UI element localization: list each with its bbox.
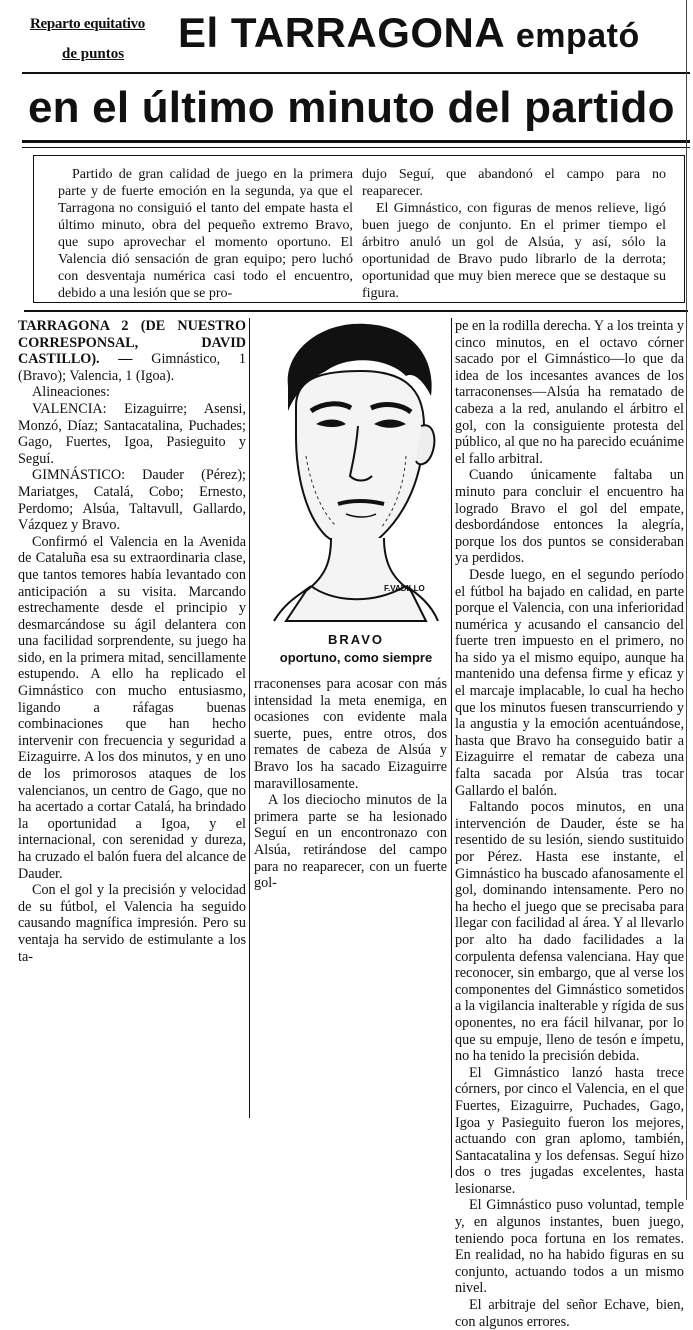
article-paragraph: A los dieciocho minutos de la primera parte se ha lesionado Seguí en un encontronazo con Alsúa, retirándose del campo para no reaparecer, con un fuerte gol- — [254, 792, 447, 892]
article-paragraph: El arbitraje del señor Echave, bien, con algunos errores. — [455, 1297, 684, 1330]
article-paragraph: pe en la rodilla derecha. Y a los treinta y cinco minutos, en el octavo córner sacado por el Gimnástico—lo que da idea de los incesantes avances de los tarraconenses—Alsúa ha rematado de cabeza a la red, anulando el árbitro el gol, con la consiguiente protesta del público, al que no ha parecido ecuánime el fallo arbitral. — [455, 318, 685, 467]
summary-paragraph: El Gimnástico, con figuras de menos relieve, ligó buen juego de conjunto. En el primer tiempo el árbitro anuló un gol de Alsúa, y así, sólo la oportunidad de Bravo pudo librarlo de la derrota; oportunidad que muy bien merece que se destaque su figura. — [362, 201, 666, 301]
headline-divider-thin — [22, 147, 690, 148]
score-line: Gimnástico, 1 (Bravo); Valencia, 1 (Igoa). — [18, 351, 246, 384]
article-paragraph: Desde luego, en el segundo período el fútbol ha bajado en calidad, en parte porque el Valencia, con una inferioridad numérica y acusando el cansancio del fuerte tren impuesto en el primero, no ha sido ya el mismo equipo, aunque ha mantenido una defensa firme y eficaz y el marcaje implacable, lo cual ha hecho que los minutos fuesen transcurriendo y la angustia y la emoción acentuándose, hasta que Bravo ha conseguido batir a Eizaguirre el rematar de cabeza una falta sacada por Alsúa tras tocar Gallardo el balón. — [455, 566, 684, 799]
lineup-gimnastico: GIMNÁSTICO: Dauder (Pérez); Mariatges, Catalá, Cobo; Ernesto, Perdomo; Alsúa, Taltavull, Gallardo, Vázquez y Bravo. — [18, 467, 246, 534]
photo-caption-text: oportuno, como siempre — [279, 650, 433, 665]
article-paragraph: Confirmó el Valencia en la Avenida de Cataluña esa su extraordinaria clase, que tantos temores había levantado con anticipación a su visita. Marcando estrechamente desde el principio y desmarcándose su ágil delantera con una facilidad sorprendente, su juego ha sido, en la primera mitad, sencillamente estupendo. A ello ha replicado el Gimnástico con mucho entusiasmo, ligando a ráfagas buenas combinaciones que han hecho intervenir con frecuencia y seguridad a Eizaguirre. A los dos minutos, y en uno de los primorosos ataques de los valencianos, un centro de Gago, que no ha acertado a cortar Catalá, ha brindado la oportunidad a Igoa, y el internacional, con serenidad y dureza, ha cruzado el balón fuera del alcance de Dauder. — [18, 533, 246, 882]
summary-paragraph: dujo Seguí, que abandonó el campo para no reaparecer. — [362, 167, 666, 199]
article-paragraph: Alineaciones: — [32, 384, 111, 401]
dateline: TARRAGONA 2 (DE NUESTRO CORRESPONSAL, DAVID CASTILLO). — — [18, 318, 246, 368]
lineup-valencia: VALENCIA: Eizaguirre; Asensi, Monzó, Díaz; Santacatalina, Puchades; Gago, Fuertes, Igoa, Pasieguito y Seguí. — [18, 400, 246, 467]
player-portrait — [266, 316, 446, 626]
headline-line-2: en el último minuto del partido — [28, 83, 675, 132]
artist-signature: F.VADILLO — [384, 584, 425, 593]
article-paragraph: El Gimnástico puso voluntad, temple y, en algunos instantes, buen juego, teniendo poca fortuna en los remates. En realidad, no ha habido figuras en su conjunto, actuando todos a un mismo nivel. — [455, 1197, 684, 1297]
article-column-1 — [18, 318, 246, 965]
headline-verb: empató — [515, 17, 640, 55]
column-rule-1 — [249, 318, 250, 1118]
photo-caption-name: BRAVO — [328, 632, 384, 647]
summary-left — [58, 166, 353, 302]
headline-line-1 — [178, 8, 683, 61]
header-divider — [22, 72, 690, 74]
article-paragraph: El Gimnástico lanzó hasta trece córners, por cinco el Valencia, en el que Fuertes, Eizaguirre, Puchades, Gago, Igoa y Pasieguito fueron los mejores, actuando con gran aplomo, también, Santacatalina y los defensas. Seguí hizo dos o tres jugadas excelentes, hasta lesionarse. — [455, 1064, 684, 1197]
article-column-2 — [254, 676, 447, 892]
article-paragraph: Faltando pocos minutos, en una intervención de Dauder, éste se ha resentido de su lesión, siendo sustituido por Pérez. Hasta ese instante, el Gimnástico ha buscado afanosamente el gol, dominando intensamente. Pero no ha hecho el juego que se precisaba para llegar con facilidad al área. Y al llevarlo por alto ha dado facilidades a la corpulenta defensa valenciana. Hay que reconocer, sin embargo, que al verse los componentes del Gimnástico sometidos a la vigilancia inalterable y rígida de sus oponentes, no era fácil hilvanar, por lo que su empuje, lleno de tesón e ímpetu, no ha tenido la precisión debida. — [455, 799, 684, 1065]
summary-bottom-rule — [24, 310, 688, 312]
article-paragraph: rraconenses para acosar con más intensidad la meta enemiga, en ocasiones con evidente mala suerte, pues, entre otros, dos remates de cabeza de Alsúa y Bravo los ha sacado Eizaguirre maravillosamente. — [254, 676, 447, 792]
kicker-line-1: Reparto equitativo — [30, 16, 146, 32]
headline-team: El TARRAGONA — [178, 9, 504, 56]
headline-divider — [22, 140, 690, 143]
article-column-3 — [455, 318, 684, 1330]
summary-right — [362, 166, 666, 302]
article-paragraph: Con el gol y la precisión y velocidad de su fútbol, el Valencia ha seguido causando magnífica impresión. Pero su ventaja ha servido de estimulante a los ta- — [18, 882, 246, 965]
summary-paragraph: Partido de gran calidad de juego en la primera parte y de fuerte emoción en la segunda, ya que el Tarragona no consiguió el tanto del empate hasta el último minuto, obra del pequeño extremo Bravo, que supo aprovechar el momento oportuno. El Valencia dió sensación de gran equipo; pero luchó con desventaja numérica casi todo el encuentro, debido a una lesión que se pro- — [58, 167, 353, 301]
page-edge — [686, 0, 687, 1200]
portrait-drawing — [266, 316, 446, 626]
kicker-line-2: de puntos — [62, 46, 125, 62]
column-rule-2 — [451, 318, 452, 1178]
article-paragraph: Cuando únicamente faltaba un minuto para concluir el encuentro ha logrado Bravo el gol del empate, desbordándose entonces la alegría, porque los dos puntos se consideraban ya perdidos. — [455, 467, 684, 567]
